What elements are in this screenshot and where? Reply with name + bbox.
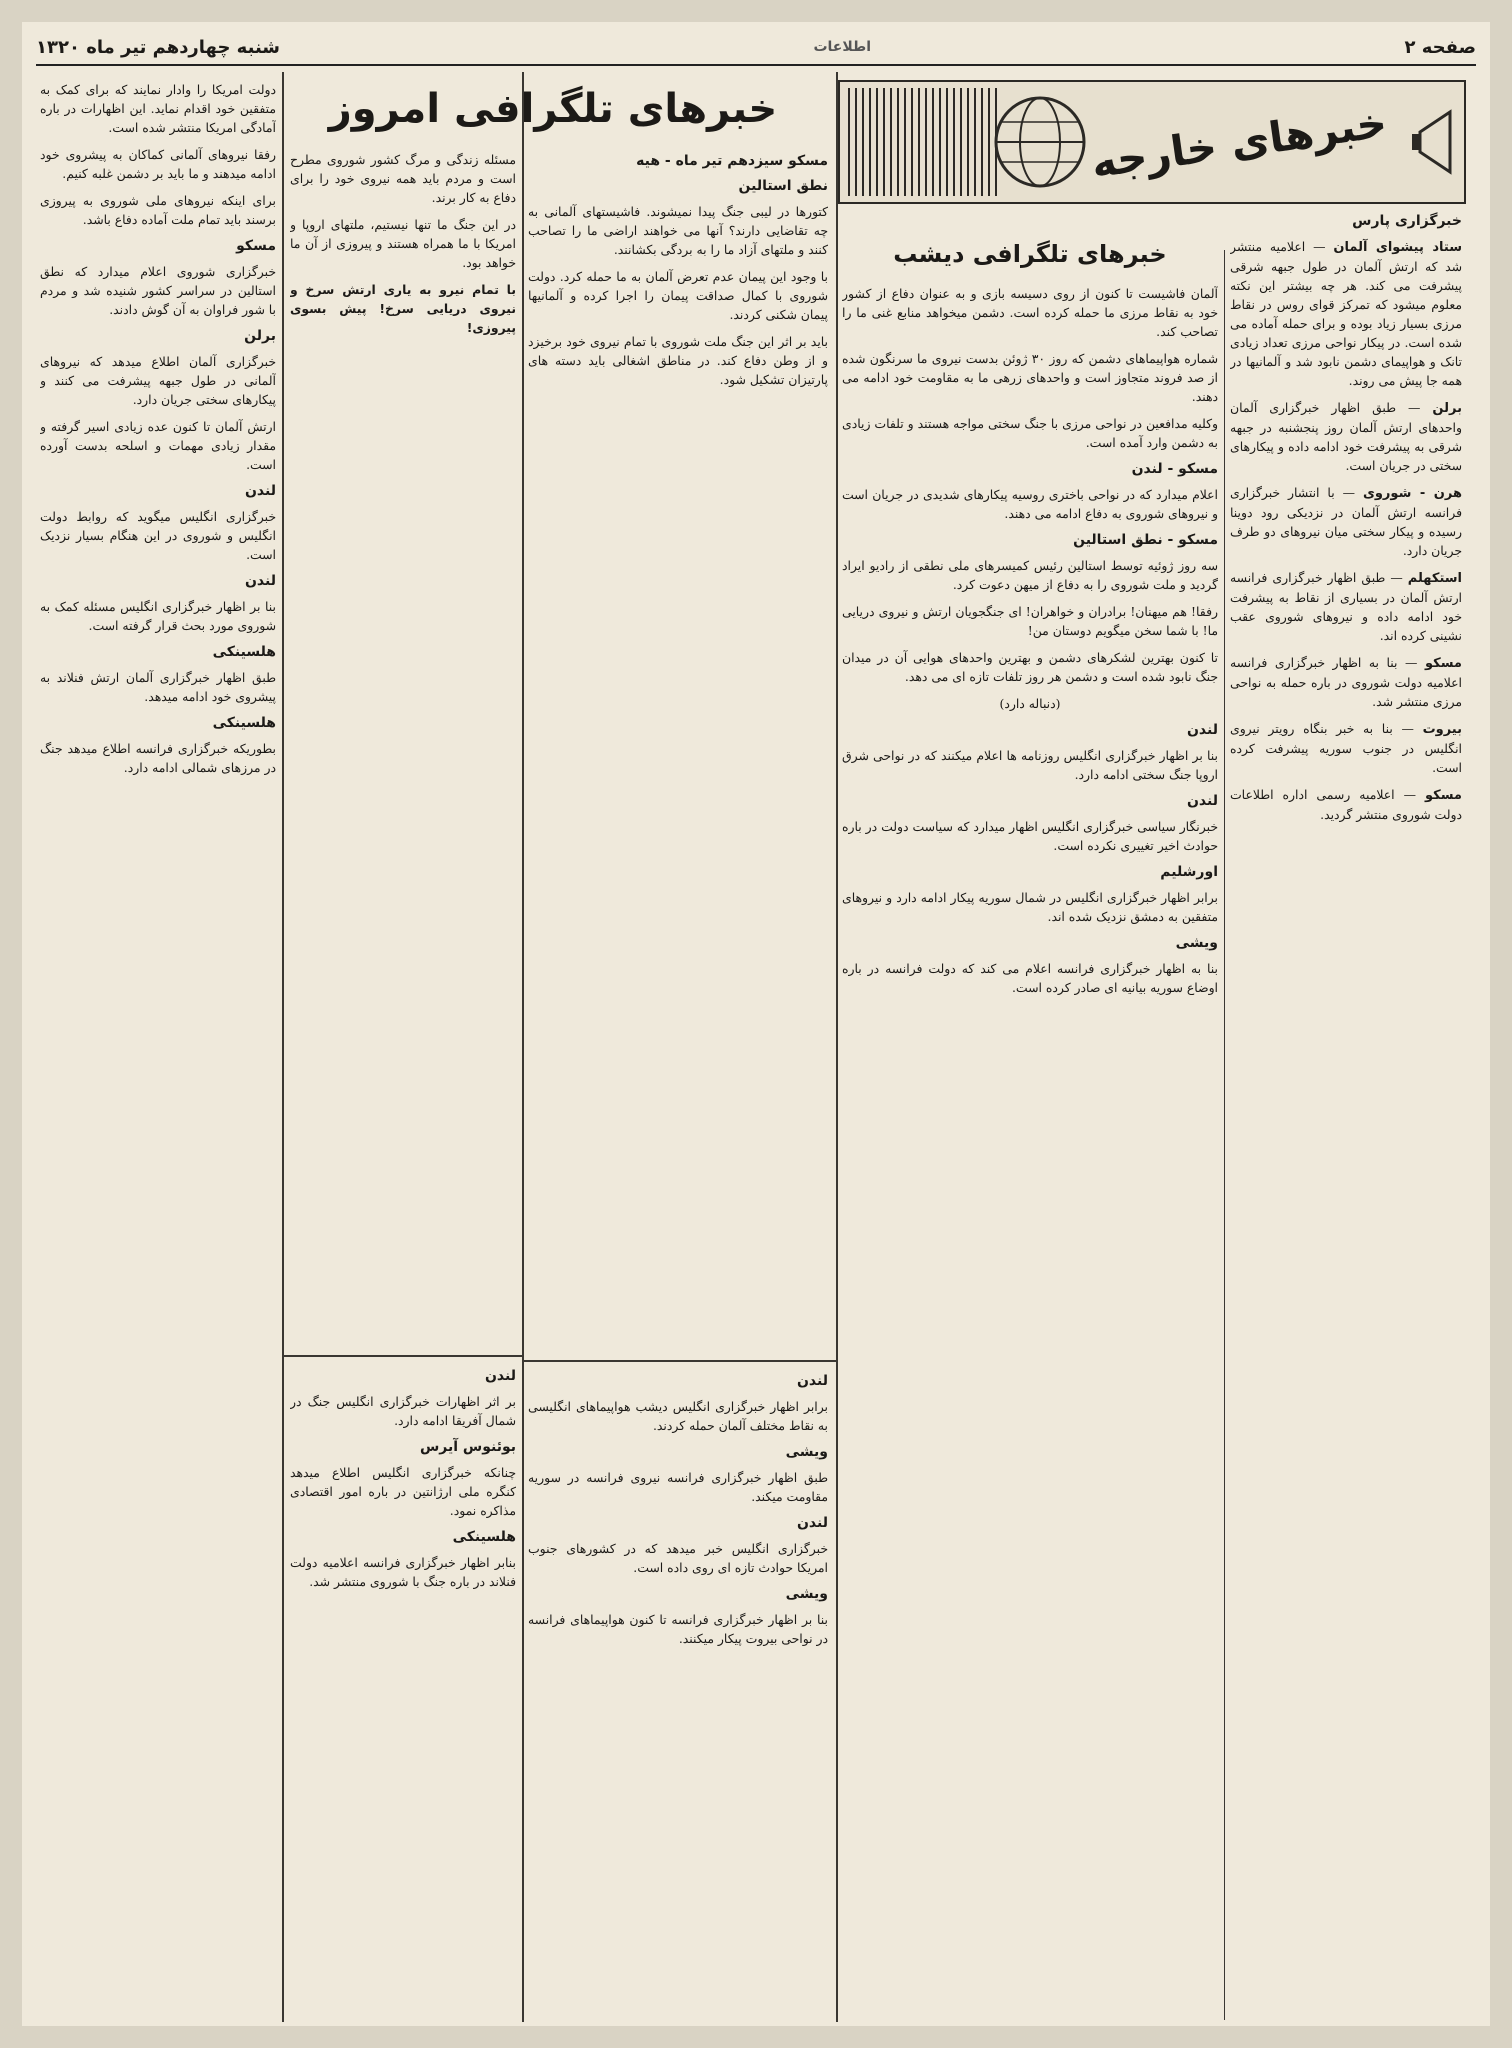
article-text: رفقا! هم میهنان! برادران و خواهران! ای جنگجویان ارتش و نیروی دریایی ما! با شما سخن میگویم دوستان من!	[842, 604, 1218, 638]
column-rule	[522, 72, 524, 2022]
column-today-news-a	[528, 150, 828, 1350]
subheading: نطق استالین	[738, 178, 828, 194]
dateline: استکهلم	[1407, 571, 1462, 586]
article-text: آلمان فاشیست تا کنون از روی دسیسه بازی و به عنوان دفاع از کشور خود به نقاط مرزی ما حمله کرده است. دشمن میخواهد منابع غنی ما را تصاحب کند.	[842, 286, 1218, 339]
dateline: هلسینکی	[212, 715, 276, 731]
dateline: هلسینکی	[212, 644, 276, 660]
article-text: در این جنگ ما تنها نیستیم، ملتهای اروپا و امریکا با ما همراه هستند و پیروزی از آن ما خواهد بود.	[290, 217, 516, 270]
section-kicker: خبرگزاری پارس	[1352, 213, 1462, 229]
foreign-news-banner	[838, 80, 1466, 204]
article-text: دولت امریکا را وادار نمایند که برای کمک به متفقین خود اقدام نماید. این اظهارات در باره آمادگی امریکا منتشر شده است.	[40, 82, 276, 135]
column-pars-agency: خبرگزاری پارس ستاد پیشوای آلمان — اعلامیه منتشر شد که ارتش آلمان در طول جبهه شرقی پیشرفت می کند. هر چه بیشتر این نکته معلوم میشود که تمرکز قوای روس در نقاط مرزی بسیار زیاد بوده و برای حمله آماده می شده است. در پیکار نواحی مرزی تعداد زیادی تانک و هواپیمای دشمن نابود شد و آلمانیها در همه جا پیش می روند. برلن — طبق اظهار خبرگزاری آلمان واحدهای ارتش آلمان روز پنجشنبه در جبهه شرقی به پیشرفت خود ادامه داده و پیکارهای سختی در جریان است. هرن - شوروی — با انتشار خبرگزاری فرانسه ارتش آلمان در نزدیکی رود دوینا رسیده و پیکار سختی میان نیروهای دو طرف جریان دارد. استکهلم — طبق اظهار خبرگزاری فرانسه ارتش آلمان در بسیاری از نقاط به پیشرفت خود ادامه داده و نیروهای شوروی عقب نشینی کرده اند. مسکو — بنا به اظهار خبرگزاری فرانسه اعلامیه دولت شوروی در باره حمله به نواحی مرزی منتشر شد. بیروت — بنا به خبر بنگاه رویتر نیروی انگلیس در جنوب سوریه پیشرفت کرده است. مسکو — اعلامیه رسمی اداره اطلاعات دولت شوروی منتشر گردید.	[1230, 213, 1462, 822]
section-rule	[284, 1355, 522, 1357]
dateline: لندن	[1186, 722, 1218, 738]
article-text: خبرگزاری انگلیس میگوید که روابط دولت انگلیس و شوروی در این هنگام بسیار نزدیک است.	[40, 509, 276, 562]
column-left	[40, 80, 276, 2018]
dateline: هرن - شوروی	[1362, 486, 1462, 501]
column-today-news-b	[290, 150, 516, 1346]
article-text: کتورها در لیبی جنگ پیدا نمیشوند. فاشیستهای آلمانی به چه تقاضایی دارند؟ آنها می خواهند اراضی ما را تصاحب کنند و ملتهای آزاد ما را به بردگی بکشانند.	[528, 204, 828, 257]
dateline: مسکو	[1424, 788, 1462, 803]
article-text: طبق اظهار خبرگزاری فرانسه ارتش آلمان در بسیاری از نقاط به پیشرفت خود ادامه داده و نیروهای شوروی عقب نشینی کرده اند.	[1230, 570, 1462, 643]
dateline: لندن	[484, 1368, 516, 1384]
banner-title: خبرهای خارجه	[1088, 97, 1390, 187]
article-text: خبرگزاری انگلیس خبر میدهد که در کشورهای جنوب امریکا حوادث تازه ای روی داده است.	[528, 1541, 828, 1575]
column-rule	[1224, 250, 1225, 2020]
article-text: طبق اظهار خبرگزاری آلمان ارتش فنلاند به پیشروی خود ادامه میدهد.	[40, 670, 276, 704]
article-text: اعلامیه رسمی اداره اطلاعات دولت شوروی منتشر گردید.	[1230, 787, 1462, 822]
dateline: اورشلیم	[1160, 864, 1218, 880]
dateline: بوئنوس آیرس	[419, 1439, 516, 1455]
article-text: بنا بر اظهار خبرگزاری فرانسه تا کنون هواپیماهای فرانسه در نواحی بیروت پیکار میکنند.	[528, 1612, 828, 1646]
article-text: تا کنون بهترین لشکرهای دشمن و بهترین واحدهای هوایی آن در میدان جنگ نابود شده است و دشمن هر روز تلفات تازه ای می دهد.	[842, 650, 1218, 684]
article-text: سه روز ژوئیه توسط استالین رئیس کمیسرهای ملی نطقی از رادیو ایراد گردید و ملت شوروی را به دفاع از میهن دعوت کرد.	[842, 558, 1218, 592]
section-rule	[522, 1360, 836, 1362]
article-text: بنا بر اظهار خبرگزاری انگلیس مسئله کمک به شوروی مورد بحث قرار گرفته است.	[40, 599, 276, 633]
dateline: لندن	[796, 1373, 828, 1389]
dateline: ویشی	[785, 1586, 828, 1602]
column-today-news-d	[290, 1365, 516, 2018]
banner-pattern	[848, 88, 998, 196]
column-rule	[836, 72, 838, 2022]
article-text: رفقا نیروهای آلمانی کماکان به پیشروی خود ادامه میدهند و ما باید بر دشمن غلبه کنیم.	[40, 147, 276, 181]
article-text: خبرگزاری آلمان اطلاع میدهد که نیروهای آلمانی در طول جبهه پیشرفت می کنند و پیکارهای سختی جریان دارد.	[40, 354, 276, 407]
article-text: طبق اظهار خبرگزاری فرانسه نیروی فرانسه در سوریه مقاومت میکند.	[528, 1470, 828, 1504]
dateline: ویشی	[785, 1444, 828, 1460]
article-text: برابر اظهار خبرگزاری انگلیس در شمال سوریه پیکار ادامه دارد و نیروهای متفقین به دمشق نزدیک شده اند.	[842, 890, 1218, 924]
article-text: بنا به اظهار خبرگزاری فرانسه اعلام می کند که دولت فرانسه در باره اوضاع سوریه بیانیه ای صادر کرده است.	[842, 961, 1218, 995]
dateline: لندن	[244, 483, 276, 499]
dateline: ستاد پیشوای آلمان	[1333, 240, 1462, 255]
megaphone-icon	[1410, 102, 1456, 182]
article-text: باید بر اثر این جنگ ملت شوروی با تمام نیروی خود برخیزد و از وطن دفاع کند. در مناطق اشغالی باید دسته های پارتیزان تشکیل شود.	[528, 334, 828, 387]
article-text: بنا به اظهار خبرگزاری فرانسه اعلامیه دولت شوروی در باره حمله به نواحی مرزی منتشر شد.	[1230, 655, 1462, 709]
article-text: وکلیه مدافعین در نواحی مرزی با جنگ سختی مواجه هستند و تلفات زیادی به دشمن وارد آمده است.	[842, 416, 1218, 450]
article-text: با انتشار خبرگزاری فرانسه ارتش آلمان در نزدیکی رود دوینا رسیده و پیکار سختی میان نیروهای دو طرف جریان دارد.	[1230, 485, 1462, 558]
article-text: اعلام میدارد که در نواحی باختری روسیه پیکارهای شدیدی در جریان است و نیروهای شوروی به دفاع ادامه می دهند.	[842, 487, 1218, 521]
dateline: لندن	[244, 573, 276, 589]
dateline: مسکو	[1424, 656, 1462, 671]
article-text: خبرگزاری شوروی اعلام میدارد که نطق استالین در سراسر کشور شنیده شد و مردم با شور فراوان به آن گوش دادند.	[40, 264, 276, 317]
section-title: خبرهای تلگرافی امروز	[328, 86, 778, 132]
article-text: با تمام نیرو به یاری ارتش سرخ و نیروی دریایی سرخ! پیش بسوی پیروزی!	[290, 282, 516, 335]
dateline: ویشی	[1175, 935, 1218, 951]
article-text: برابر اظهار خبرگزاری انگلیس دیشب هواپیماهای انگلیسی به نقاط مختلف آلمان حمله کردند.	[528, 1399, 828, 1433]
dateline: مسکو - نطق استالین	[1073, 532, 1218, 548]
article-text: طبق اظهار خبرگزاری آلمان واحدهای ارتش آلمان روز پنجشنبه در جبهه شرقی به پیشرفت خود ادامه داده و پیکارهای سختی در جریان است.	[1230, 400, 1462, 473]
dateline: لندن	[796, 1515, 828, 1531]
dateline: مسکو - لندن	[1131, 461, 1218, 477]
dateline: مسکو سیزدهم تیر ماه - هیه	[636, 153, 828, 169]
article-text: بر اثر اظهارات خبرگزاری انگلیس جنگ در شمال آفریقا ادامه دارد.	[290, 1394, 516, 1428]
page-number: صفحه ۲	[1404, 36, 1476, 58]
article-text: بنا به خبر بنگاه رویتر نیروی انگلیس در جنوب سوریه پیشرفت کرده است.	[1230, 721, 1462, 775]
article-text: مسئله زندگی و مرگ کشور شوروی مطرح است و مردم باید همه نیروی خود را برای دفاع به کار برند.	[290, 152, 516, 205]
article-text: بنا بر اظهار خبرگزاری انگلیس روزنامه ها اعلام میکنند که در نواحی شرق اروپا جنگ سختی ادامه دارد.	[842, 748, 1218, 782]
dateline: هلسینکی	[452, 1529, 516, 1545]
column-rule	[282, 72, 284, 2022]
dateline: بیروت	[1422, 722, 1462, 737]
dateline: برلن	[244, 328, 276, 344]
article-text: خبرنگار سیاسی خبرگزاری انگلیس اظهار میدارد که سیاست دولت در باره حوادث اخیر تغییری نکرده است.	[842, 819, 1218, 853]
issue-date: شنبه چهاردهم تیر ماه ۱۳۲۰	[36, 36, 280, 58]
dateline: برلن	[1432, 401, 1462, 416]
continued-note: (دنباله دارد)	[999, 696, 1061, 711]
column-today-news-c	[528, 1370, 828, 2018]
article-text: چنانکه خبرگزاری انگلیس اطلاع میدهد کنگره ملی ارژانتین در باره امور اقتصادی مذاکره نمود.	[290, 1465, 516, 1518]
column-last-night-news	[842, 284, 1218, 2018]
section-title: خبرهای تلگرافی دیشب	[893, 240, 1167, 268]
article-text: با وجود این پیمان عدم تعرض آلمان به ما حمله کرد. دولت شوروی با کمال صداقت پیمان را اجرا کرده و آلمانیها پیمان شکنی کردند.	[528, 269, 828, 322]
article-text: بنابر اظهار خبرگزاری فرانسه اعلامیه دولت فنلاند در باره جنگ با شوروی منتشر شد.	[290, 1555, 516, 1589]
article-text: شماره هواپیماهای دشمن که روز ۳۰ ژوئن بدست نیروی ما سرنگون شده از صد فروند متجاوز است و واحدهای زرهی ما به مقاومت خود ادامه می دهند.	[842, 351, 1218, 404]
page-header	[36, 30, 1476, 66]
dateline: لندن	[1186, 793, 1218, 809]
masthead-name: اطلاعات	[813, 39, 871, 55]
article-text: اعلامیه منتشر شد که ارتش آلمان در طول جبهه شرقی پیشرفت می کند. هر چه بیشتر این نکته معلوم میشود که تمرکز قوای روس در نقاط مرزی بسیار زیاد بوده و برای حمله آماده می شده است. در پیکار نواحی مرزی تعداد زیادی تانک و هواپیمای دشمن نابود شد و آلمانیها در همه جا پیش می روند.	[1230, 239, 1462, 388]
dateline: مسکو	[236, 238, 276, 254]
article-text: بطوریکه خبرگزاری فرانسه اطلاع میدهد جنگ در مرزهای شمالی ادامه دارد.	[40, 741, 276, 775]
article-text: برای اینکه نیروهای ملی شوروی به پیروزی برسند باید تمام ملت آماده دفاع باشد.	[40, 193, 276, 227]
article-text: ارتش آلمان تا کنون عده زیادی اسیر گرفته و مقدار زیادی مهمات و اسلحه بدست آورده است.	[40, 419, 276, 472]
